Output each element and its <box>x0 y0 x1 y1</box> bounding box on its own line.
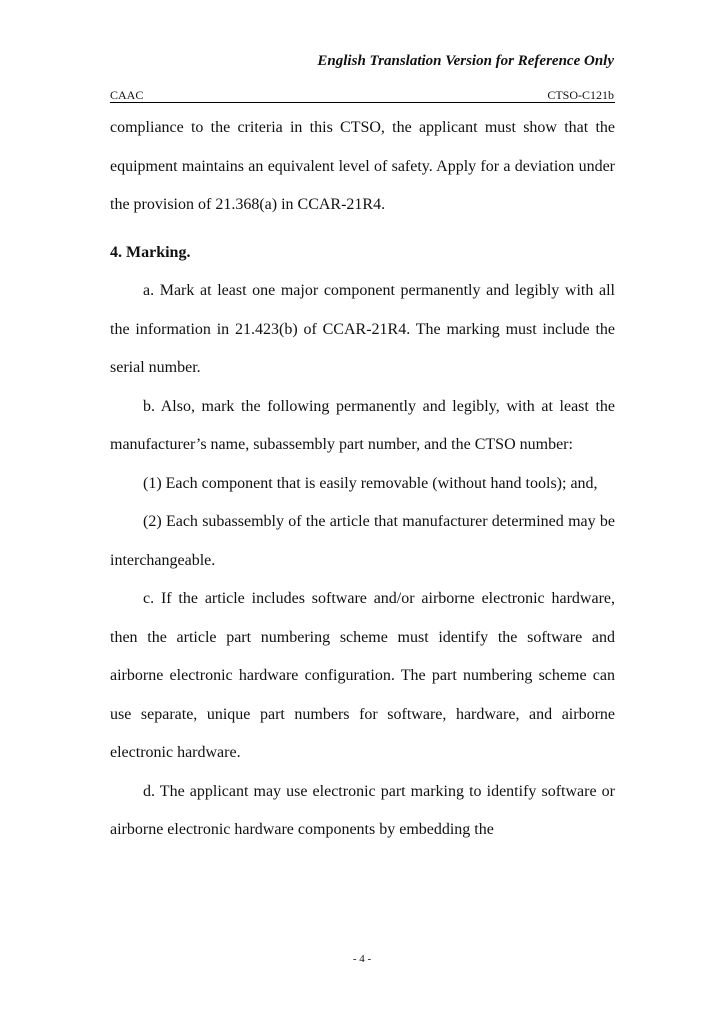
paragraph-a: a. Mark at least one major component permanently and legibly with all the information in 21.423(b) of CCAR-21R4. The marking must include the serial number. <box>110 282 615 376</box>
header-divider <box>110 102 615 103</box>
paragraph-b-2: (2) Each subassembly of the article that manufacturer determined may be interchangeable. <box>110 513 615 569</box>
section-heading-marking: 4. Marking. <box>110 243 191 261</box>
paragraph-c: c. If the article includes software and/or airborne electronic hardware, then the article part numbering scheme must identify the software and airborne electronic hardware configuration. The part numbering scheme can use separate, unique part numbers for software, hardware, and airborne electronic hardware. <box>110 590 615 761</box>
paragraph-intro: compliance to the criteria in this CTSO, the applicant must show that the equipment maintains an equivalent level of safety. Apply for a deviation under the provision of 21.368(a) in CCAR-21R4. <box>110 119 615 213</box>
header-document-id: CTSO-C121b <box>547 88 614 102</box>
document-body <box>110 109 615 850</box>
spacer <box>110 225 615 234</box>
paragraph-b-1: (1) Each component that is easily removable (without hand tools); and, <box>143 474 598 492</box>
page-number: - 4 - <box>352 953 372 965</box>
paragraph-b: b. Also, mark the following permanently and legibly, with at least the manufacturer’s name, subassembly part number, and the CTSO number: <box>110 397 615 453</box>
paragraph-d: d. The applicant may use electronic part marking to identify software or airborne electronic hardware components by embedding the <box>110 782 615 838</box>
header-organization: CAAC <box>110 88 144 102</box>
document-header-title: English Translation Version for Reference Only <box>317 53 614 69</box>
